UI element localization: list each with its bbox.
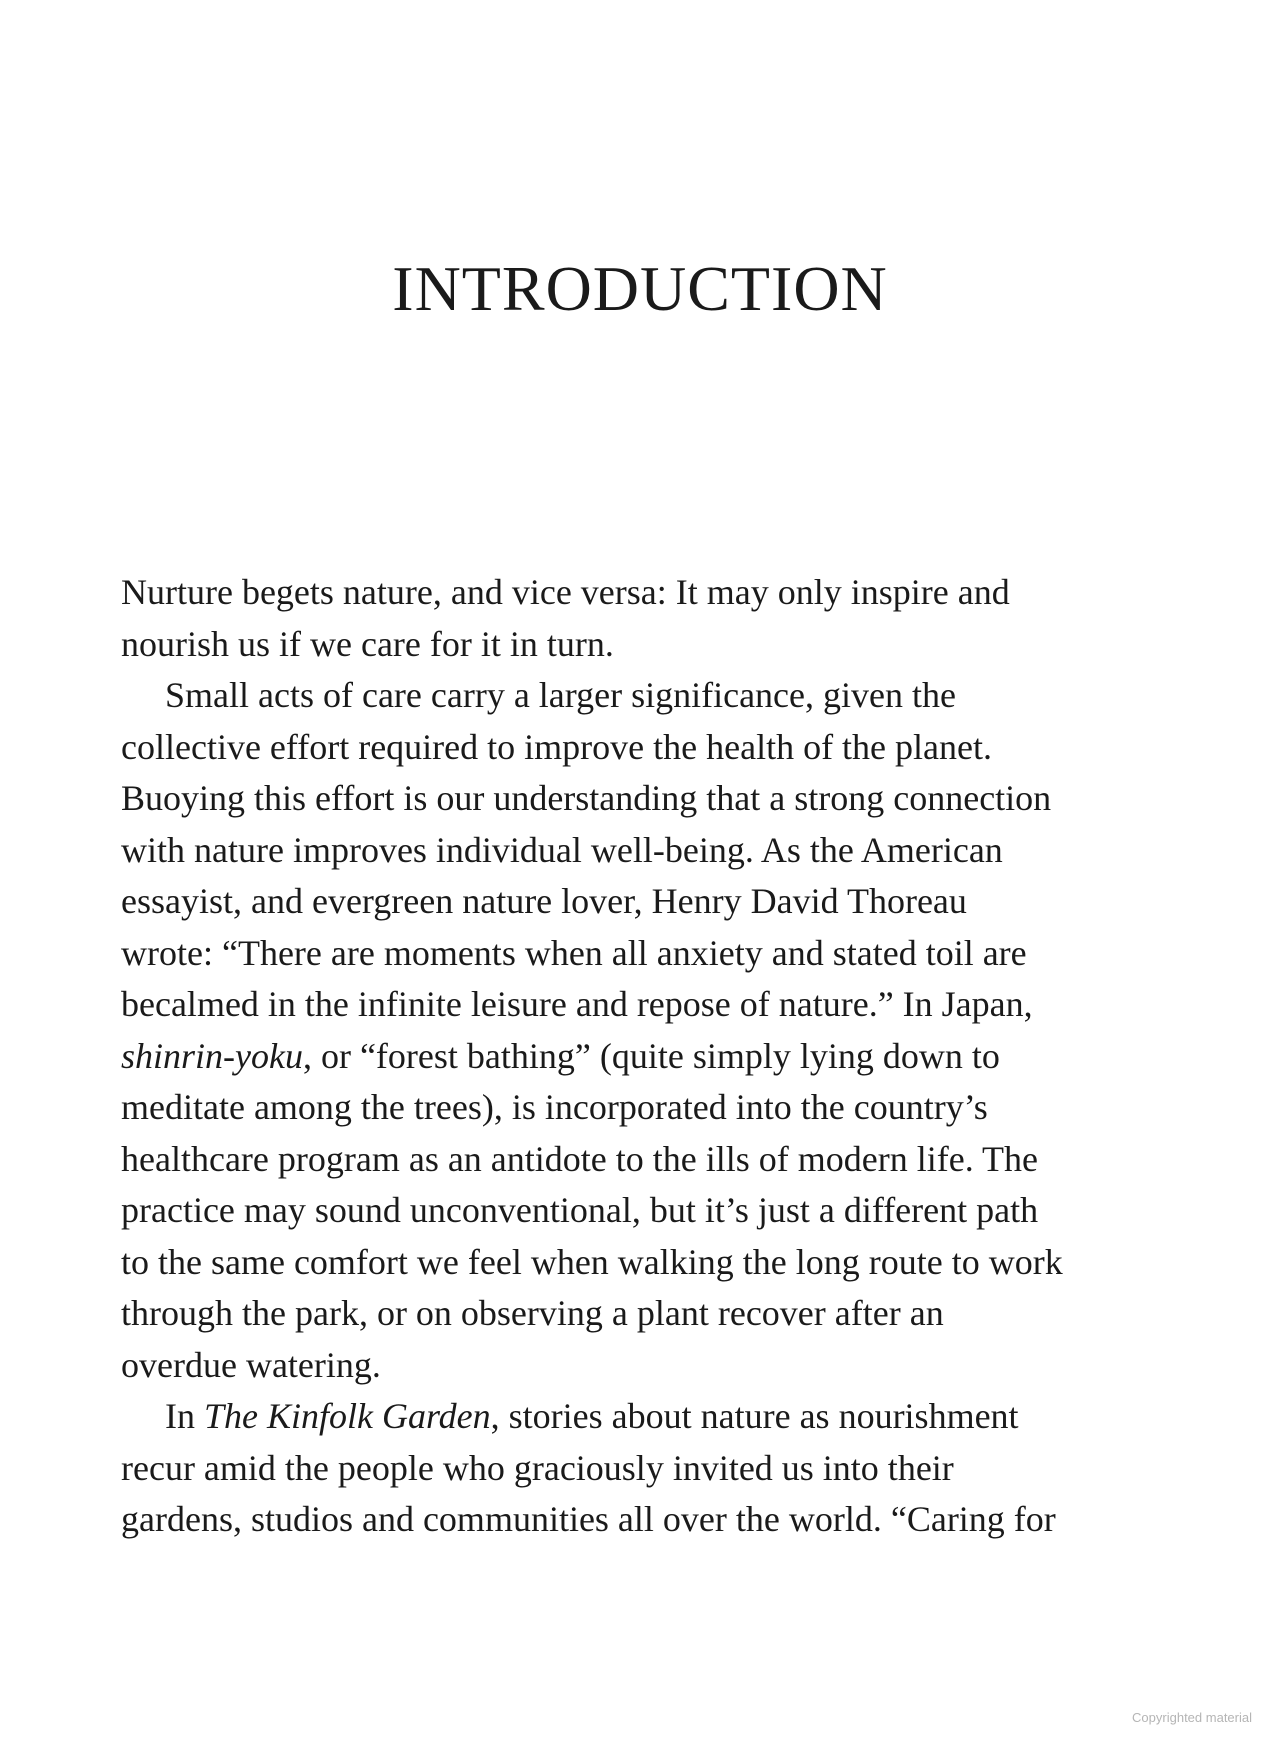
italic-text: shinrin-yoku	[121, 1035, 303, 1076]
text-line: to the same comfort we feel when walking the long route to work	[121, 1241, 1063, 1282]
text-line: gardens, studios and communities all over the world. “Caring for	[121, 1499, 1056, 1539]
text-line: Buoying this effort is our understanding that a strong connection	[121, 778, 1052, 818]
text-line: Small acts of care carry a larger significance, given the	[165, 675, 956, 715]
text-line: nourish us if we care for it in turn.	[121, 623, 614, 664]
text-line: overdue watering.	[121, 1344, 381, 1385]
text-line: with nature improves individual well-being. As the American	[121, 829, 1003, 870]
text-line: healthcare program as an antidote to the ills of modern life. The	[121, 1138, 1039, 1179]
text-line: essayist, and evergreen nature lover, Henry David Thoreau	[121, 881, 967, 921]
text-line: shinrin-yoku, or “forest bathing” (quite simply lying down to	[121, 1035, 1000, 1076]
text-line: meditate among the trees), is incorporated into the country’s	[121, 1087, 988, 1127]
paragraph-2	[121, 670, 1171, 1391]
text-line: collective effort required to improve the health of the planet.	[121, 726, 992, 767]
chapter-title: INTRODUCTION	[392, 253, 888, 324]
text-line: recur amid the people who graciously invited us into their	[121, 1447, 954, 1488]
text-line: wrote: “There are moments when all anxiety and stated toil are	[121, 932, 1027, 973]
copyright-notice: Copyrighted material	[1132, 1710, 1252, 1725]
paragraph-1	[121, 567, 1171, 670]
text-line: Nurture begets nature, and vice versa: It may only inspire and	[121, 572, 1010, 612]
paragraph-3	[121, 1391, 1171, 1546]
body-text	[121, 567, 1171, 1546]
text-line: through the park, or on observing a plant recover after an	[121, 1293, 944, 1333]
italic-text: The Kinfolk Garden	[204, 1396, 491, 1436]
text-line: In The Kinfolk Garden, stories about nature as nourishment	[165, 1396, 1019, 1436]
text-line: practice may sound unconventional, but it’s just a different path	[121, 1190, 1039, 1230]
text-line: becalmed in the infinite leisure and repose of nature.” In Japan,	[121, 984, 1033, 1024]
